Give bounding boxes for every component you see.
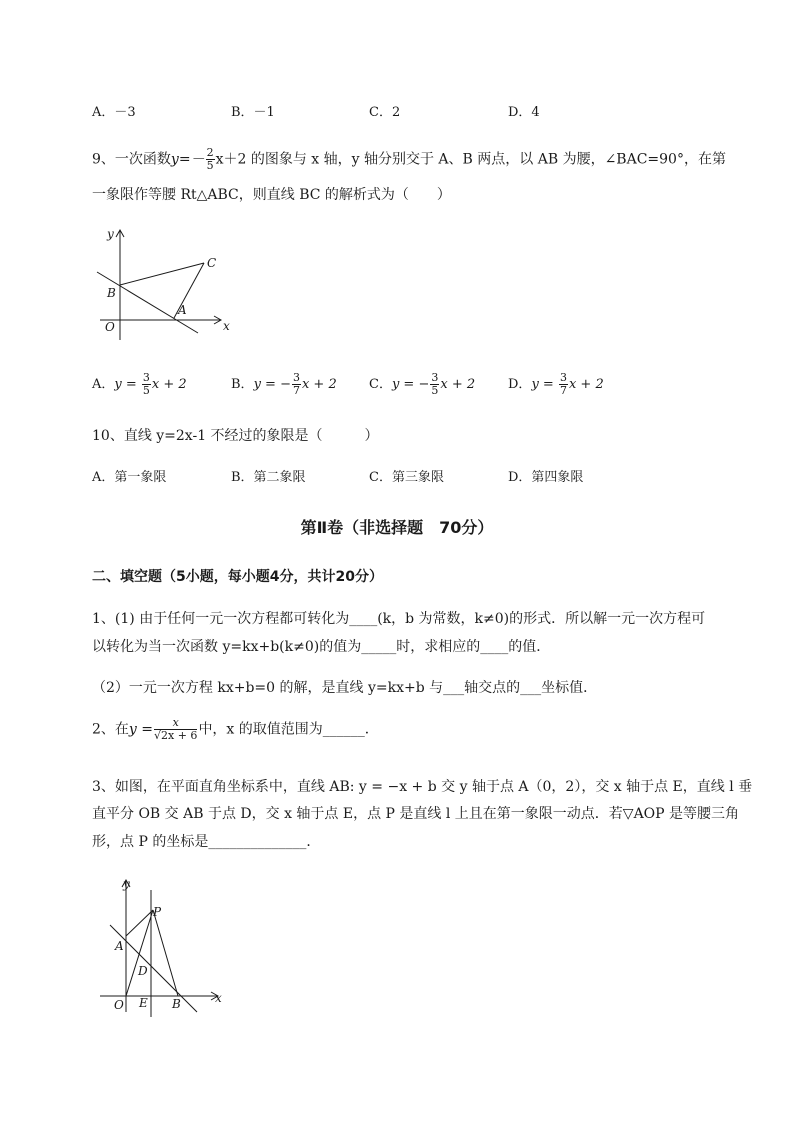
part2-heading: 二、填空题（5小题，每小题4分，共计20分）	[92, 569, 383, 585]
q9-opt-c-frac	[430, 372, 439, 397]
q9-y-eq: y=－	[170, 151, 205, 168]
q9-opt-b-pre: y = −	[253, 377, 291, 392]
f2-line	[92, 717, 379, 742]
f3-label-a: A	[115, 939, 124, 953]
q9-side-bc	[120, 263, 204, 285]
q9-label-o: O	[105, 320, 115, 334]
f3-label-o: O	[114, 998, 124, 1012]
q8-option-c: C．2	[369, 105, 401, 120]
q9-opt-d-frac	[559, 372, 568, 397]
f3-figure	[95, 872, 230, 1017]
q9-opt-b-label: B．	[231, 377, 254, 392]
q9-label-b: B	[107, 286, 116, 300]
q10-text: 10、直线 y=2x-1 不经过的象限是（ ）	[92, 428, 379, 444]
f3-label-y: y	[123, 877, 130, 891]
f3-label-x: x	[215, 991, 222, 1005]
q9-opt-c-label: C．	[369, 377, 392, 392]
q9-label-y: y	[107, 227, 114, 241]
q9-opt-d-pre: y =	[531, 377, 558, 392]
q9-line2: 一象限作等腰 Rt△ABC，则直线 BC 的解析式为（ ）	[92, 187, 451, 203]
q10-option-a: A．第一象限	[92, 470, 167, 485]
q9-figure	[90, 225, 240, 340]
q9-option-a	[92, 372, 187, 397]
f3-label-p: P	[153, 905, 162, 919]
q9-opt-a-frac	[142, 372, 151, 397]
q9-opt-d-num: 3	[559, 371, 567, 384]
f2-fraction	[154, 717, 197, 742]
f2-y-eq: y =	[128, 721, 154, 738]
q9-opt-c-pre: y = −	[391, 377, 430, 392]
q9-opt-b-post: x + 2	[301, 377, 337, 392]
q9-frac-num: 2	[206, 146, 214, 159]
q9-opt-d-den: 7	[559, 384, 567, 397]
q8-option-a: A．－3	[92, 105, 136, 120]
f2-post: 中，x 的取值范围为______．	[198, 721, 379, 738]
q10-option-b: B．第二象限	[231, 470, 306, 485]
q9-number: 9、一次函数	[92, 151, 171, 168]
q9-opt-b-num: 3	[292, 371, 300, 384]
q9-label-x: x	[223, 319, 230, 333]
f3-line1: 3、如图，在平面直角坐标系中，直线 AB: y = −x + b 交 y 轴于点 A（0，2），交 x 轴于点 E，直线 l 垂	[92, 779, 753, 795]
q9-option-c	[369, 372, 475, 397]
f2-pre: 2、在	[92, 721, 129, 738]
f1-line2: 以转化为当一次函数 y=kx+b(k≠0)的值为_____时，求相应的____的值．	[92, 639, 551, 655]
q9-option-b	[231, 372, 337, 397]
q9-frac-den: 5	[206, 159, 214, 172]
f2-num: x	[154, 717, 197, 730]
q9-label-a: A	[178, 303, 187, 317]
q9-label-c: C	[207, 256, 217, 270]
q9-opt-b-den: 7	[292, 384, 300, 397]
q9-opt-c-num: 3	[431, 371, 439, 384]
q9-opt-c-post: x + 2	[440, 377, 476, 392]
f2-den: √2x + 6	[154, 729, 198, 742]
q10-option-d: D．第四象限	[508, 470, 584, 485]
q9-opt-a-num: 3	[142, 371, 150, 384]
q8-option-d: D．4	[508, 105, 540, 120]
q9-opt-d-post: x + 2	[568, 377, 604, 392]
q9-opt-c-den: 5	[431, 384, 439, 397]
section-title: 第Ⅱ卷（非选择题 70分）	[300, 518, 494, 537]
q9-line1	[92, 147, 726, 172]
f3-line2: 直平分 OB 交 AB 于点 D，交 x 轴于点 E，点 P 是直线 l 上且在第一象限一动点．若▽AOP 是等腰三角	[92, 806, 740, 822]
f3-line3: 形，点 P 的坐标是______________．	[92, 834, 321, 850]
q9-opt-d-label: D．	[508, 377, 532, 392]
f3-label-b: B	[172, 997, 181, 1011]
q9-opt-b-frac	[292, 372, 301, 397]
q9-opt-a-label: A．	[92, 377, 115, 392]
q9-fraction	[206, 147, 215, 172]
q8-option-b: B．－1	[231, 105, 275, 120]
f3-seg-pb	[153, 910, 178, 996]
f3-label-e: E	[139, 996, 148, 1010]
q9-opt-a-pre: y =	[114, 377, 141, 392]
q9-opt-a-den: 5	[142, 384, 150, 397]
f1-line1: 1、(1) 由于任何一元一次方程都可转化为____(k，b 为常数，k≠0)的形式．所以解一元一次方程可	[92, 611, 706, 627]
q9-opt-a-post: x + 2	[151, 377, 187, 392]
f3-label-d: D	[138, 964, 148, 978]
q10-option-c: C．第三象限	[369, 470, 444, 485]
f1-line3: （2）一元一次方程 kx+b=0 的解，是直线 y=kx+b 与___轴交点的___坐标值．	[92, 680, 598, 696]
q9-rest: x＋2 的图象与 x 轴，y 轴分别交于 A、B 两点，以 AB 为腰，∠BAC=90°，在第	[215, 151, 726, 168]
q9-option-d	[508, 372, 604, 397]
